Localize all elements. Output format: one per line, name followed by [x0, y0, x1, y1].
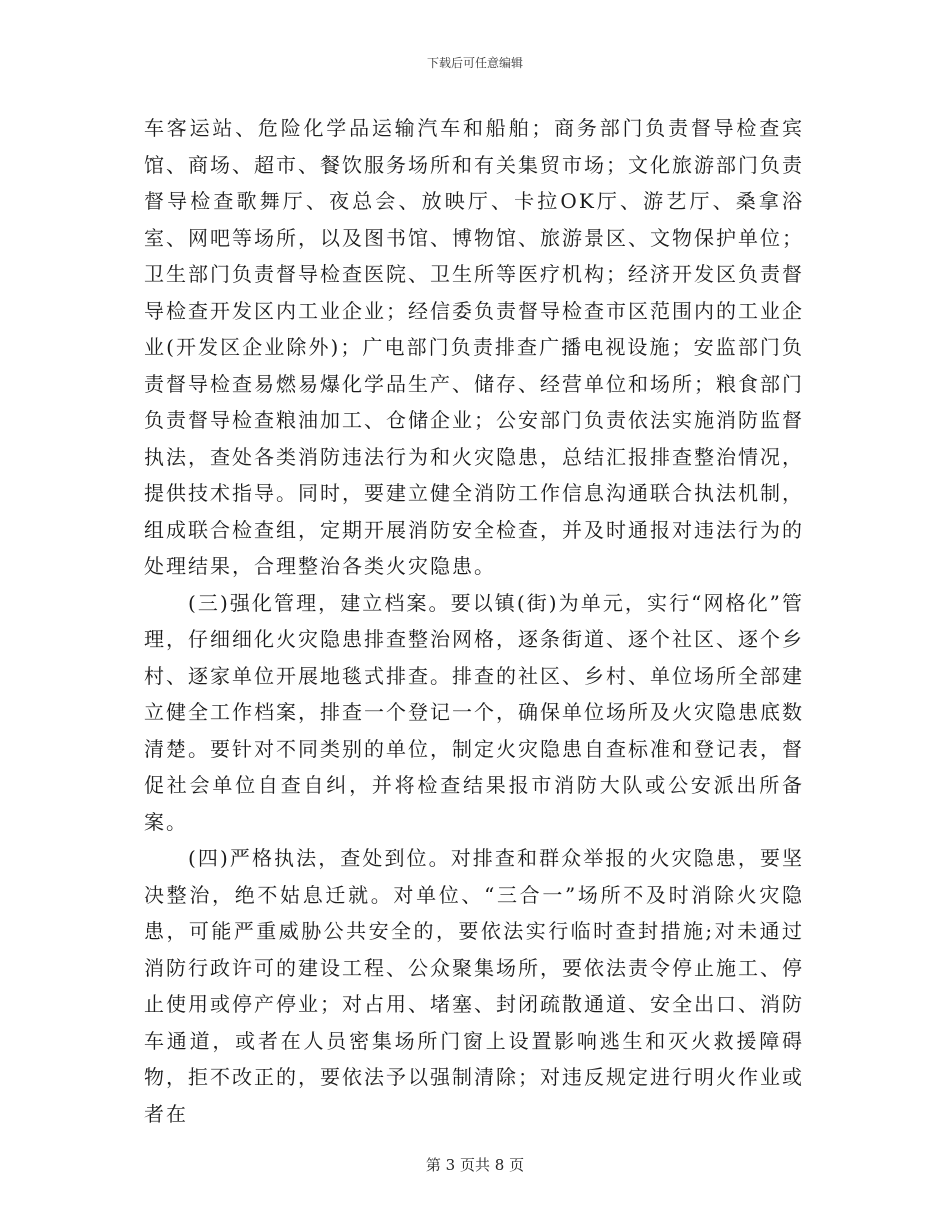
- paragraph-3: (四)严格执法，查处到位。对排查和群众举报的火灾隐患，要坚决整治，绝不姑息迁就。对单位、“三合一”场所不及时消除火灾隐患，可能严重威胁公共安全的，要依法实行临时查封措施;对未通过消防行政许可的建设工程、公众聚集场所，要依法责令停止施工、停止使用或停产停业；对占用、堵塞、封闭疏散通道、安全出口、消防车通道，或者在人员密集场所门窗上设置影响逃生和灭火救援障碍物，拒不改正的，要依法予以强制清除；对违反规定进行明火作业或者在: [144, 846, 804, 1126]
- paragraph-2: (三)强化管理，建立档案。要以镇(街)为单元，实行“网格化”管理，仔细细化火灾隐患排查整治网格，逐条街道、逐个社区、逐个乡村、逐家单位开展地毯式排查。排查的社区、乡村、单位场所全部建立健全工作档案，排查一个登记一个，确保单位场所及火灾隐患底数清楚。要针对不同类别的单位，制定火灾隐患自查标准和登记表，督促社会单位自查自纠，并将检查结果报市消防大队或公安派出所备案。: [144, 590, 804, 834]
- page-header-note: 下载后可任意编辑: [426, 56, 523, 70]
- document-body: [144, 110, 804, 1132]
- page-number: 第 3 页共 8 页: [425, 1156, 525, 1174]
- paragraph-1: 车客运站、危险化学品运输汽车和船舶；商务部门负责督导检查宾馆、商场、超市、餐饮服务场所和有关集贸市场；文化旅游部门负责督导检查歌舞厅、夜总会、放映厅、卡拉OK厅、游艺厅、桑拿浴室、网吧等场所，以及图书馆、博物馆、旅游景区、文物保护单位；卫生部门负责督导检查医院、卫生所等医疗机构；经济开发区负责督导检查开发区内工业企业；经信委负责督导检查市区范围内的工业企业(开发区企业除外)；广电部门负责排查广播电视设施；安监部门负责督导检查易燃易爆化学品生产、储存、经营单位和场所；粮食部门负责督导检查粮油加工、仓储企业；公安部门负责依法实施消防监督执法，查处各类消防违法行为和火灾隐患，总结汇报排查整治情况，提供技术指导。同时，要建立健全消防工作信息沟通联合执法机制，组成联合检查组，定期开展消防安全检查，并及时通报对违法行为的处理结果，合理整治各类火灾隐患。: [144, 116, 804, 578]
